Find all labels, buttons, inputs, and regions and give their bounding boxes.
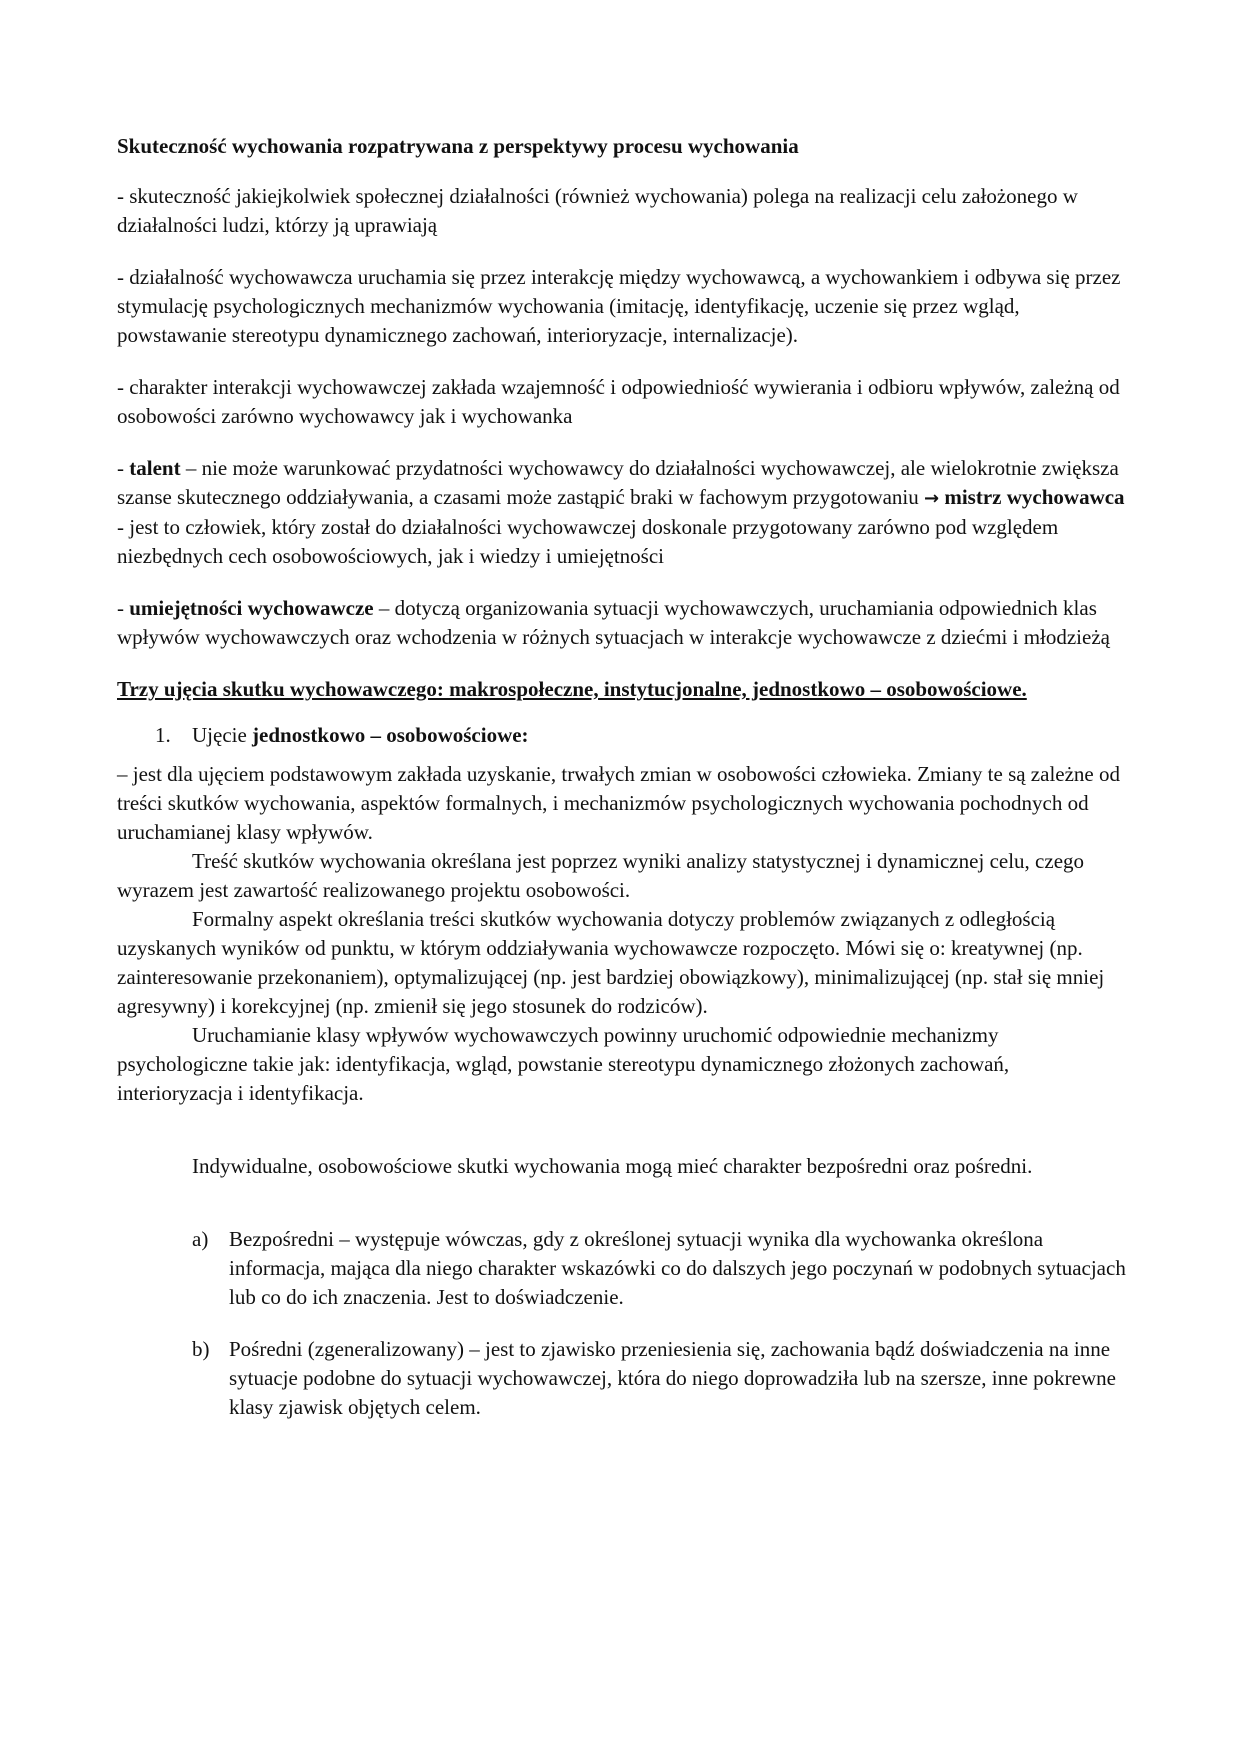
document-page [117, 132, 1127, 1445]
body-paragraph-5: Indywidualne, osobowościowe skutki wychowania mogą mieć charakter bezpośredni oraz pośredni. [192, 1154, 1033, 1178]
document-title: Skuteczność wychowania rozpatrywana z perspektywy procesu wychowania [117, 134, 799, 158]
talent-term: talent [129, 456, 181, 480]
paragraph-interaction: - działalność wychowawcza uruchamia się przez interakcję między wychowawcą, a wychowankiem i odbywa się przez stymulację psychologicznych mechanizmów wychowania (imitację, identyfikację, uczenie się przez wgląd, powstawanie stereotypu dynamicznego zachowań, interioryzacje, internalizacje). [117, 265, 1121, 347]
paragraph-talent [117, 454, 1127, 571]
numbered-item [117, 721, 1127, 750]
skills-text: – dotyczą organizowania sytuacji wychowawczych, uruchamiania odpowiednich klas wpływów wychowawczych oraz wchodzenia w różnych sytuacjach w interakcje wychowawcze z dziećmi i młodzieżą [117, 596, 1110, 649]
arrow-right-icon: → [924, 488, 940, 509]
list-item [117, 1335, 1127, 1422]
body-paragraph-3: Formalny aspekt określania treści skutków wychowania dotyczy problemów związanych z odległością uzyskanych wyników od punktu, w którym oddziaływania wychowawcze rozpoczęto. Mówi się o: kreatywnej (np. zainteresowanie przekonaniem), optymalizującej (np. jest bardziej obowiązkowy), minimalizującej (np. stał się mniej agresywny) i korekcyjnej (np. zmienił się jego stosunek do rodziców). [117, 907, 1105, 1018]
list-item [117, 1225, 1127, 1312]
master-educator-term: mistrz wychowawca [944, 485, 1125, 509]
master-educator-text: - jest to człowiek, który został do działalności wychowawczej doskonale przygotowany zarówno pod względem niezbędnych cech osobowościowych, jak i wiedzy i umiejętności [117, 515, 1059, 568]
list-item-text: Pośredni (zgeneralizowany) – jest to zjawisko przeniesienia się, zachowania bądź doświadczenia na inne sytuacje podobne do sytuacji wychowawczej, która do niego doprowadziła lub na szersze, inne pokrewne klasy zjawisk objętych celem. [229, 1337, 1116, 1419]
list-letter: a) [192, 1227, 209, 1251]
paragraph-skills [117, 594, 1127, 652]
numbered-item-term: jednostkowo – osobowościowe: [252, 723, 529, 747]
skills-term: umiejętności wychowawcze [129, 596, 374, 620]
paragraph-effectiveness: - skuteczność jakiejkolwiek społecznej działalności (również wychowania) polega na realizacji celu założonego w działalności ludzi, którzy ją uprawiają [117, 184, 1078, 237]
list-letter: b) [192, 1337, 210, 1361]
numbered-item-prefix: Ujęcie [192, 723, 253, 747]
skills-prefix: - [117, 596, 130, 620]
talent-text: – nie może warunkować przydatności wychowawcy do działalności wychowawczej, ale wielokrotnie zwiększa szanse skutecznego oddziaływania, a czasami może zastąpić braki w fachowym przygotowaniu [117, 456, 1119, 509]
talent-prefix: - [117, 456, 130, 480]
list-item-text: Bezpośredni – występuje wówczas, gdy z określonej sytuacji wynika dla wychowanka określona informacja, mająca dla niego charakter wskazówki co do dalszych jego poczynań w podobnych sytuacjach lub co do ich znaczenia. Jest to doświadczenie. [229, 1227, 1126, 1309]
body-paragraph-2: Treść skutków wychowania określana jest poprzez wyniki analizy statystycznej i dynamicznej celu, czego wyrazem jest zawartość realizowanego projektu osobowości. [117, 849, 1085, 902]
list-number: 1. [155, 723, 171, 747]
body-paragraph-4: Uruchamianie klasy wpływów wychowawczych powinny uruchomić odpowiednie mechanizmy psychologiczne takie jak: identyfikacja, wgląd, powstanie stereotypu dynamicznego złożonych zachowań, interioryzacja i identyfikacja. [117, 1023, 1010, 1105]
paragraph-character: - charakter interakcji wychowawczej zakłada wzajemność i odpowiedniość wywierania i odbioru wpływów, zależną od osobowości zarówno wychowawcy jak i wychowanka [117, 375, 1120, 428]
section-heading: Trzy ujęcia skutku wychowawczego: makrospołeczne, instytucjonalne, jednostkowo – osobowościowe. [117, 677, 1027, 701]
body-paragraph-1: – jest dla ujęciem podstawowym zakłada uzyskanie, trwałych zmian w osobowości człowieka. Zmiany te są zależne od treści skutków wychowania, aspektów formalnych, i mechanizmów psychologicznych wychowania pochodnych od uruchamianej klasy wpływów. [117, 762, 1120, 844]
